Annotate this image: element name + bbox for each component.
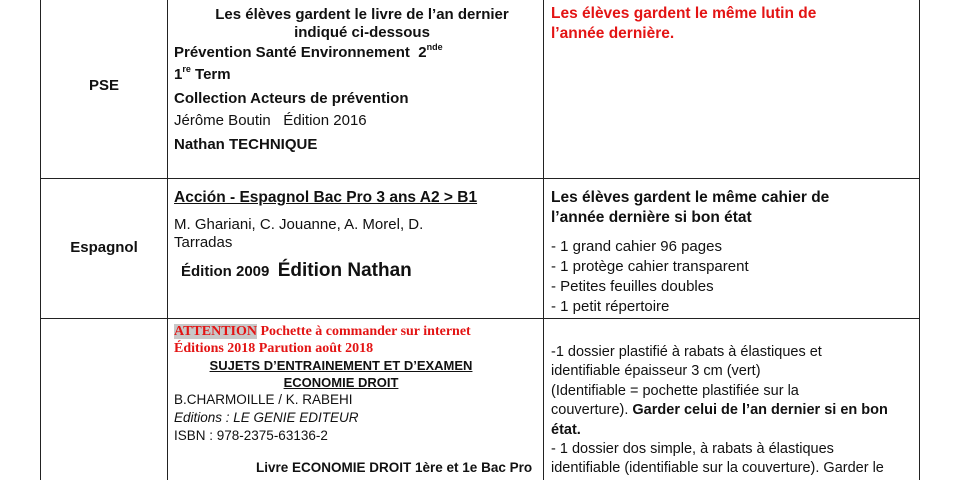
eco-book-cut-line: Livre ECONOMIE DROIT 1ère et 1e Bac Pro [256, 460, 533, 475]
pse-book-level: 1re Term [174, 64, 231, 83]
pse-book-collection: Collection Acteurs de prévention [174, 90, 409, 107]
eco-supplies-line: identifiable épaisseur 3 cm (vert) [551, 363, 761, 380]
eco-book-authors: B.CHARMOILLE / K. RABEHI [174, 392, 353, 407]
eco-book-publisher: Editions : LE GENIE EDITEUR [174, 410, 359, 425]
list-item: - Petites feuilles doubles [551, 278, 714, 295]
espagnol-supplies-list [551, 237, 913, 317]
table-row-divider [40, 178, 920, 179]
eco-attention: ATTENTION Pochette à commander sur internet [174, 324, 471, 339]
subject-pse: PSE [88, 77, 119, 94]
list-item: - 1 petit répertoire [551, 298, 670, 315]
espagnol-supplies-cell [551, 188, 913, 317]
eco-supplies-line: - 1 dossier dos simple, à rabats à élastiques [551, 441, 834, 458]
espagnol-book-authors: Tarradas [174, 234, 233, 251]
table-column-divider [543, 0, 544, 480]
pse-supplies-cell [551, 4, 913, 44]
espagnol-book-edition: Édition 2009 Édition Nathan [181, 260, 412, 281]
espagnol-book-authors: M. Ghariani, C. Jouanne, A. Morel, D. [174, 216, 424, 233]
subject-espagnol: Espagnol [70, 239, 138, 256]
eco-supplies-cell [551, 343, 917, 479]
pse-supplies-note: Les élèves gardent le même lutin de [551, 5, 817, 22]
espagnol-supplies-header: l’année dernière si bon état [551, 209, 752, 226]
eco-editions: Éditions 2018 Parution août 2018 [174, 341, 374, 356]
list-item: - 1 protège cahier transparent [551, 258, 749, 275]
table-column-divider [167, 0, 168, 480]
eco-supplies-line: identifiable (identifiable sur la couverture). Garder le [551, 460, 884, 477]
table-border-right [919, 0, 920, 480]
pse-book-publisher: Nathan TECHNIQUE [174, 136, 318, 153]
eco-supplies-line: couverture). Garder celui de l’an dernier si en bon [551, 402, 888, 419]
list-item: - 1 grand cahier 96 pages [551, 238, 722, 255]
eco-book-title: SUJETS D’ENTRAINEMENT ET D’EXAMEN [209, 358, 473, 373]
pse-book-cell [174, 6, 536, 154]
espagnol-book-cell [174, 189, 536, 281]
table-row-divider [40, 318, 920, 319]
pse-book-title: Prévention Santé Environnement 2nde [174, 42, 443, 61]
espagnol-book-title: Acción - Espagnol Bac Pro 3 ans A2 > B1 [174, 189, 478, 206]
eco-book-isbn: ISBN : 978-2375-63136-2 [174, 428, 328, 443]
pse-book-intro: Les élèves gardent le livre de l’an dernier [215, 6, 509, 23]
eco-supplies-line: (Identifiable = pochette plastifiée sur la [551, 382, 799, 399]
eco-supplies-line: -1 dossier plastifié à rabats à élastiques et [551, 344, 822, 360]
eco-supplies-line: état. [551, 421, 581, 438]
pse-supplies-note: l’année dernière. [551, 25, 675, 42]
pse-book-intro: indiqué ci-dessous [294, 24, 430, 41]
eco-book-title: ECONOMIE DROIT [283, 375, 399, 390]
pse-book-author-edition: Jérôme Boutin Édition 2016 [174, 112, 367, 129]
eco-book-cell [174, 323, 536, 477]
espagnol-supplies-header: Les élèves gardent le même cahier de [551, 189, 830, 206]
